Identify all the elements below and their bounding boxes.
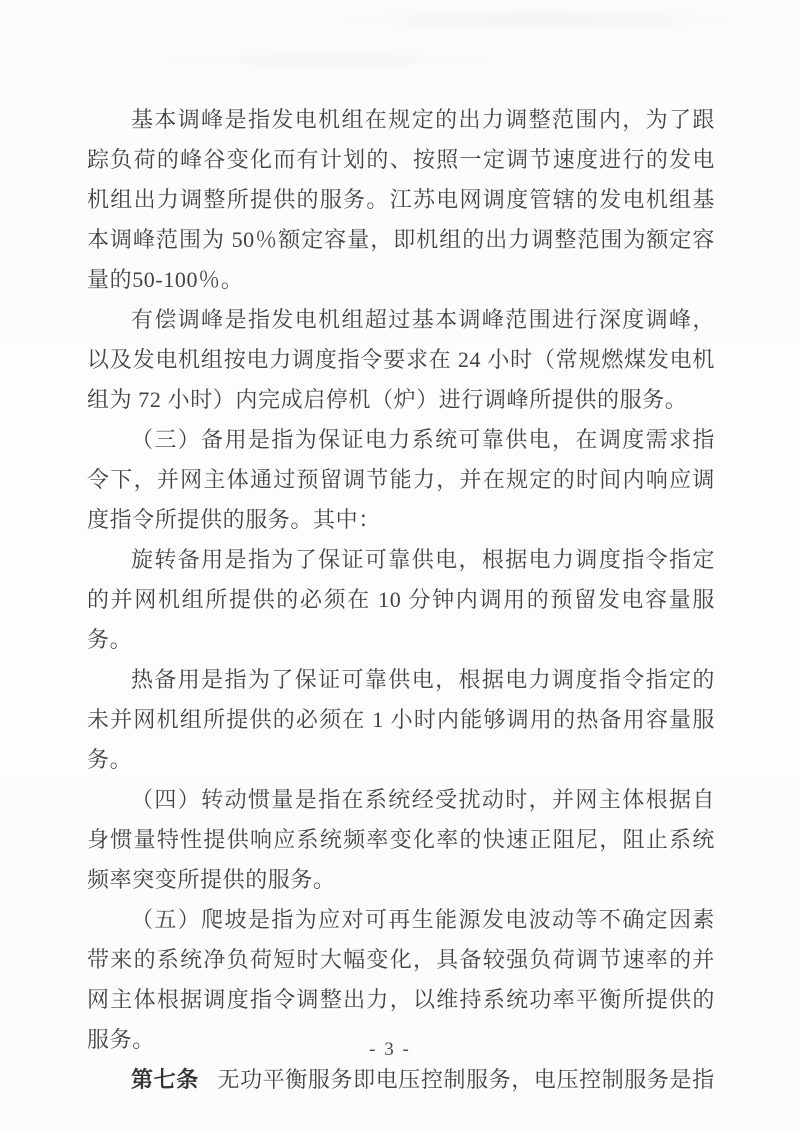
document-body bbox=[87, 100, 715, 1100]
paragraph-article-seven bbox=[87, 1060, 715, 1100]
article-seven-text: 无功平衡服务即电压控制服务，电压控制服务是指 bbox=[217, 1067, 715, 1092]
paragraph-basic-peak-regulation: 基本调峰是指发电机组在规定的出力调整范围内，为了跟踪负荷的峰谷变化而有计划的、按照一定调节速度进行的发电机组出力调整所提供的服务。江苏电网调度管辖的发电机组基本调峰范围为 50％额定容量，即机组的出力调整范围为额定容量的50-100％。 bbox=[87, 107, 715, 292]
page-number: - 3 - bbox=[369, 1039, 411, 1060]
paragraph-reserve-definition: （三）备用是指为保证电力系统可靠供电，在调度需求指令下，并网主体通过预留调节能力，并在规定的时间内响应调度指令所提供的服务。其中： bbox=[87, 427, 715, 532]
paragraph-hot-reserve: 热备用是指为了保证可靠供电，根据电力调度指令指定的未并网机组所提供的必须在 1 小时内能够调用的热备用容量服务。 bbox=[87, 667, 715, 772]
paragraph-ramping: （五）爬坡是指为应对可再生能源发电波动等不确定因素带来的系统净负荷短时大幅变化，具备较强负荷调节速率的并网主体根据调度指令调整出力，以维持系统功率平衡所提供的服务。 bbox=[87, 907, 715, 1052]
paragraph-paid-peak-regulation: 有偿调峰是指发电机组超过基本调峰范围进行深度调峰，以及发电机组按电力调度指令要求在 24 小时（常规燃煤发电机组为 72 小时）内完成启停机（炉）进行调峰所提供的服务。 bbox=[87, 307, 715, 412]
paragraph-rotational-inertia: （四）转动惯量是指在系统经受扰动时，并网主体根据自身惯量特性提供响应系统频率变化率的快速正阻尼，阻止系统频率突变所提供的服务。 bbox=[87, 787, 715, 892]
article-seven-label: 第七条 bbox=[131, 1067, 199, 1092]
paragraph-spinning-reserve: 旋转备用是指为了保证可靠供电，根据电力调度指令指定的并网机组所提供的必须在 10 分钟内调用的预留发电容量服务。 bbox=[87, 547, 715, 652]
